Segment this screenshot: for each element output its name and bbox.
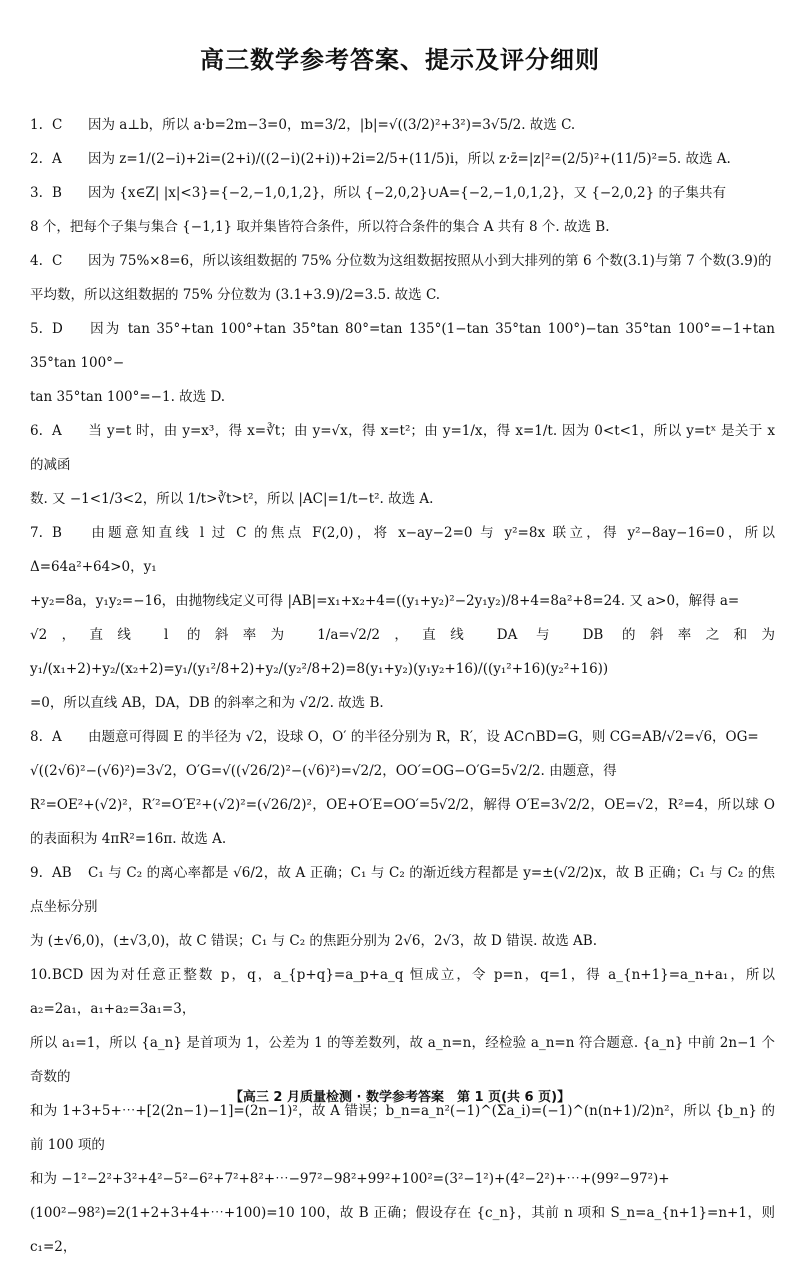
answer-line (30, 108, 775, 142)
solution-text: 因为对任意正整数 p，q，a_{p+q}=a_p+a_q 恒成立，令 p=n，q=1，得 a_{n+1}=a_n+a₁，所以 a₂=2a₁，a₁+a₂=3a₁=3， (30, 967, 775, 1017)
answer-line (30, 686, 775, 720)
answer-item (30, 244, 775, 312)
item-answer: A (52, 423, 62, 439)
solution-text: 当 y=t 时，由 y=x³，得 x=∛t；由 y=√x，得 x=t²；由 y=1/x，得 x=1/t. 因为 0<t<1，所以 y=tˣ 是关于 x 的减函 (30, 423, 775, 473)
item-answer: B (52, 525, 62, 541)
solution-text: 数. 又 −1<1/3<2，所以 1/t>∛t>t²，所以 |AC|=1/t−t². 故选 A. (30, 491, 434, 507)
solution-text: tan 35°tan 100°=−1. 故选 D. (30, 389, 226, 405)
answer-line (30, 414, 775, 482)
solution-text: 因为 a⊥b，所以 a·b=2m−3=0，m=3/2，|b|=√((3/2)²+3²)=3√5/2. 故选 C. (88, 117, 576, 133)
answer-line (30, 1162, 775, 1196)
answer-line (30, 1026, 775, 1094)
answer-item (30, 108, 775, 142)
solution-text: 和为 1+3+5+⋯+[2(2n−1)−1]=(2n−1)²，故 A 错误；b_n=a_n²(−1)^(Σa_i)=(−1)^(n(n+1)/2)n²，所以 {b_n} 的前 100 项的 (30, 1103, 775, 1153)
solution-text: +y₂=8a，y₁y₂=−16，由抛物线定义可得 |AB|=x₁+x₂+4=((y₁+y₂)²−2y₁y₂)/8+4=8a²+8=24. 又 a>0，解得 a= (30, 593, 740, 609)
solution-text: =0，所以直线 AB，DA，DB 的斜率之和为 √2/2. 故选 B. (30, 695, 384, 711)
item-answer: A (52, 151, 62, 167)
item-answer: C (52, 117, 63, 133)
answer-line (30, 856, 775, 924)
answer-line (30, 754, 775, 788)
answer-line (30, 244, 775, 278)
solution-text: 所以 a₁=1，所以 {a_n} 是首项为 1，公差为 1 的等差数列，故 a_n=n，经检验 a_n=n 符合题意. {a_n} 中前 2n−1 个奇数的 (30, 1035, 775, 1085)
item-number: 1. (30, 117, 43, 133)
answer-line (30, 312, 775, 380)
answer-item (30, 312, 775, 414)
answer-line (30, 380, 775, 414)
page-footer: 【高三 2 月质量检测 · 数学参考答案 第 1 页(共 6 页)】 (229, 1090, 571, 1105)
answer-line (30, 176, 775, 210)
solution-text: √2，直线 l 的斜率为 1/a=√2/2，直线 DA 与 DB 的斜率之和为 y₁/(x₁+2)+y₂/(x₂+2)=y₁/(y₁²/8+2)+y₂/(y₂²/8+2)=8(y₁+y₂)(y₁y₂+16)/((y₁²+16)(y₂²+16)) (30, 627, 775, 677)
solution-text: 因为 tan 35°+tan 100°+tan 35°tan 80°=tan 135°(1−tan 35°tan 100°)−tan 35°tan 100°=−1+tan 35°tan 100°− (30, 321, 775, 371)
item-number: 10. (30, 967, 52, 983)
answer-line (30, 924, 775, 958)
solution-text: √((2√6)²−(√6)²)=3√2，O′G=√((√26/2)²−(√6)²)=√2/2，OO′=OG−O′G=5√2/2. 由题意，得 (30, 763, 617, 779)
answer-line (30, 142, 775, 176)
item-number: 9. (30, 865, 43, 881)
solution-text: 由题意可得圆 E 的半径为 √2，设球 O，O′ 的半径分别为 R，R′，设 AC∩BD=G，则 CG=AB/√2=√6，OG= (88, 729, 759, 745)
solution-text: (100²−98²)=2(1+2+3+4+⋯+100)=10 100，故 B 正确；假设存在 {c_n}，其前 n 项和 S_n=a_{n+1}=n+1，则 c₁=2， (30, 1205, 775, 1255)
answer-line (30, 482, 775, 516)
answer-line (30, 618, 775, 686)
answer-line (30, 516, 775, 584)
answer-item (30, 856, 775, 958)
item-answer: BCD (52, 967, 84, 983)
item-number: 7. (30, 525, 43, 541)
item-answer: D (52, 321, 63, 337)
item-number: 4. (30, 253, 43, 269)
solution-text: C₁ 与 C₂ 的离心率都是 √6/2，故 A 正确；C₁ 与 C₂ 的渐近线方程都是 y=±(√2/2)x，故 B 正确；C₁ 与 C₂ 的焦点坐标分别 (30, 865, 775, 915)
solution-text: 和为 −1²−2²+3²+4²−5²−6²+7²+8²+⋯−97²−98²+99²+100²=(3²−1²)+(4²−2²)+⋯+(99²−97²)+ (30, 1171, 670, 1187)
solution-text: 因为 75%×8=6，所以该组数据的 75% 分位数为这组数据按照从小到大排列的第 6 个数(3.1)与第 7 个数(3.9)的 (88, 253, 772, 269)
solution-text: 平均数，所以这组数据的 75% 分位数为 (3.1+3.9)/2=3.5. 故选 C. (30, 287, 441, 303)
item-number: 8. (30, 729, 43, 745)
answer-line (30, 720, 775, 754)
answer-line (30, 278, 775, 312)
answer-line (30, 1196, 775, 1264)
item-answer: A (52, 729, 62, 745)
page-title: 高三数学参考答案、提示及评分细则 (200, 46, 600, 74)
item-answer: C (52, 253, 63, 269)
answer-line (30, 788, 775, 856)
answer-item (30, 958, 775, 1264)
item-answer: B (52, 185, 62, 201)
solution-text: 8 个，把每个子集与集合 {−1,1} 取并集皆符合条件，所以符合条件的集合 A 共有 8 个. 故选 B. (30, 219, 610, 235)
answer-item (30, 176, 775, 244)
solution-text: 为 (±√6,0)，(±√3,0)，故 C 错误；C₁ 与 C₂ 的焦距分别为 2√6，2√3，故 D 错误. 故选 AB. (30, 933, 597, 949)
item-number: 5. (30, 321, 43, 337)
answer-line (30, 210, 775, 244)
answer-item (30, 516, 775, 720)
answer-line (30, 584, 775, 618)
item-answer: AB (52, 865, 72, 881)
answer-item (30, 414, 775, 516)
solution-text: R²=OE²+(√2)²，R′²=O′E²+(√2)²=(√26/2)²，OE+O′E=OO′=5√2/2，解得 O′E=3√2/2，OE=√2，R²=4，所以球 O 的表面积为 4πR²=16π. 故选 A. (30, 797, 775, 847)
item-number: 3. (30, 185, 43, 201)
solution-text: 由题意知直线 l 过 C 的焦点 F(2,0)，将 x−ay−2=0 与 y²=8x 联立，得 y²−8ay−16=0，所以 Δ=64a²+64>0，y₁ (30, 525, 775, 575)
answer-item (30, 142, 775, 176)
solution-text: 因为 z=1/(2−i)+2i=(2+i)/((2−i)(2+i))+2i=2/5+(11/5)i，所以 z·z̄=|z|²=(2/5)²+(11/5)²=5. 故选 A. (88, 151, 731, 167)
solution-text: 因为 {x∈Z| |x|<3}={−2,−1,0,1,2}，所以 {−2,0,2}∪A={−2,−1,0,1,2}，又 {−2,0,2} 的子集共有 (88, 185, 726, 201)
item-number: 2. (30, 151, 43, 167)
answer-item (30, 720, 775, 856)
answer-line (30, 958, 775, 1026)
item-number: 6. (30, 423, 43, 439)
